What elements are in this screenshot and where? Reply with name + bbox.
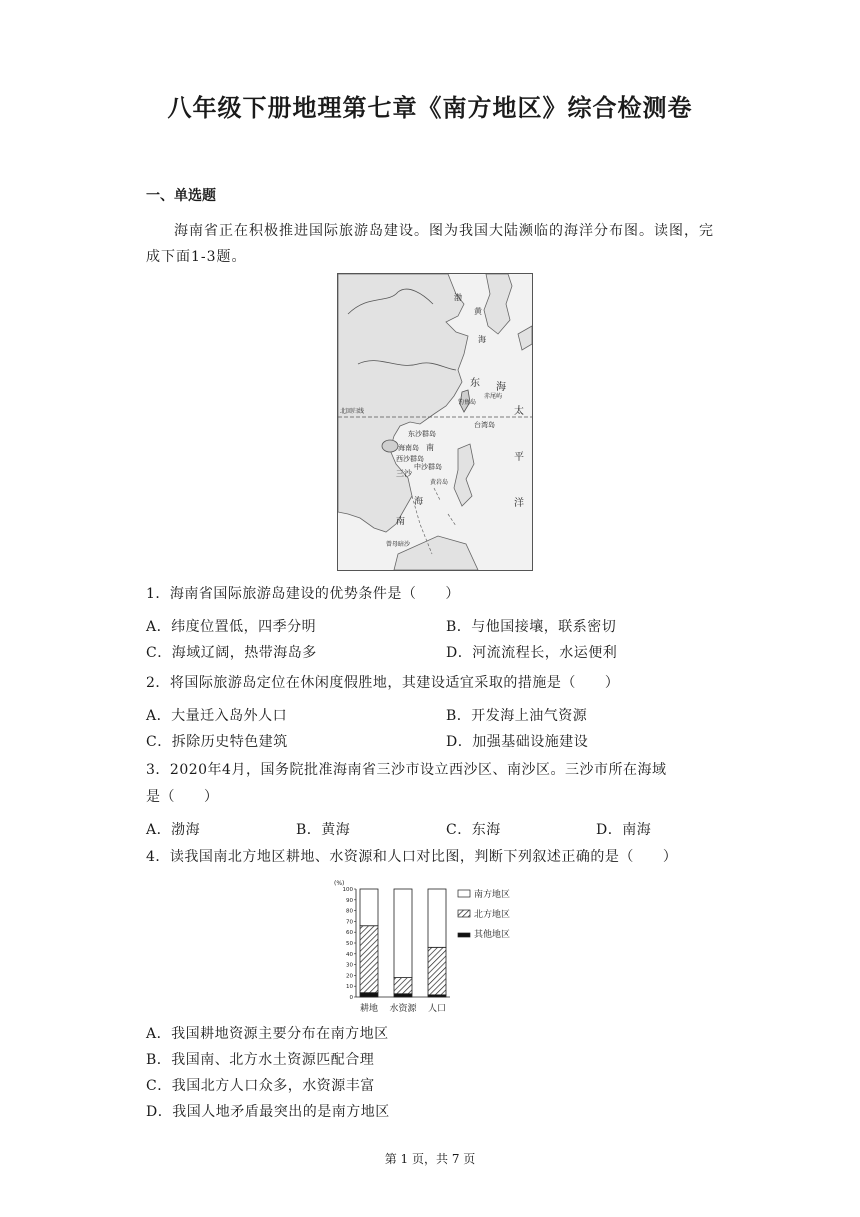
map-label: 东	[470, 378, 480, 389]
map-label: 南	[396, 517, 406, 527]
bar-segment	[428, 947, 446, 995]
hainan-island	[382, 440, 398, 452]
q1-option-a[interactable]: A．纬度位置低，四季分明	[146, 619, 317, 635]
legend-swatch	[458, 933, 470, 937]
map-label: 中沙群岛	[414, 463, 442, 471]
y-tick-label: 40	[346, 951, 353, 958]
y-axis-unit-label: (%)	[334, 880, 345, 887]
map-label: 曾母暗沙	[386, 541, 411, 548]
japan-land	[518, 326, 532, 350]
bar-segment	[360, 993, 378, 997]
bar-segment	[428, 889, 446, 947]
legend-label: 南方地区	[474, 890, 511, 900]
map-label: 东沙群岛	[408, 430, 436, 438]
map-label: 海南岛	[398, 444, 419, 452]
resource-comparison-chart	[332, 877, 532, 1017]
q3-option-a[interactable]: A．渤海	[146, 822, 201, 838]
y-tick-label: 80	[346, 908, 353, 915]
map-label: 黄	[474, 307, 482, 316]
chart-svg	[332, 877, 532, 1017]
x-category-label: 水资源	[389, 1004, 417, 1014]
map-label: 南	[426, 443, 434, 452]
q3-option-d[interactable]: D．南海	[596, 822, 652, 838]
intro-paragraph: 海南省正在积极推进国际旅游岛建设。图为我国大陆濒临的海洋分布图。读图，完成下面1-3题。	[146, 223, 714, 265]
question-1-stem: 1．海南省国际旅游岛建设的优势条件是（ ）	[146, 586, 460, 602]
q2-option-a[interactable]: A．大量迁入岛外人口	[146, 708, 288, 724]
q3-option-c[interactable]: C．东海	[446, 822, 501, 838]
q2-option-c[interactable]: C．拆除历史特色建筑	[146, 734, 288, 750]
map-label: 太	[514, 406, 524, 417]
legend-label: 北方地区	[474, 910, 511, 920]
mainland-land	[338, 274, 468, 532]
map-label: 平	[514, 452, 524, 463]
y-tick-label: 50	[346, 941, 353, 947]
y-tick-label: 70	[346, 919, 353, 926]
legend-swatch	[458, 890, 470, 897]
legend-label: 其他地区	[474, 930, 511, 940]
legend-swatch	[458, 910, 470, 917]
map-label: 西沙群岛	[396, 455, 424, 463]
y-tick-label: 30	[346, 962, 353, 969]
philippines-land	[454, 444, 474, 506]
q4-option-c[interactable]: C．我国北方人口众多，水资源丰富	[146, 1078, 375, 1094]
page-footer: 第 1 页，共 7 页	[384, 1152, 476, 1166]
q4-option-a[interactable]: A．我国耕地资源主要分布在南方地区	[146, 1026, 389, 1042]
q4-option-b[interactable]: B．我国南、北方水土资源匹配合理	[146, 1052, 375, 1068]
y-tick-label: 10	[346, 984, 353, 991]
map-label: 洋	[514, 498, 524, 509]
map-label: 渤	[454, 293, 462, 302]
q1-option-d[interactable]: D．河流流程长，水运便利	[446, 645, 618, 661]
map-label: 海	[414, 497, 424, 507]
map-label: 三沙	[396, 469, 412, 478]
question-3-stem: 3．2020年4月，国务院批准海南省三沙市设立西沙区、南沙区。三沙市所在海域	[146, 762, 667, 778]
map-label: 黄岩岛	[430, 479, 449, 486]
korea-land	[484, 274, 512, 334]
map-label: 海	[496, 382, 506, 393]
y-tick-label: 20	[346, 973, 353, 980]
map-label: 台湾岛	[474, 421, 495, 429]
sea-map	[337, 273, 533, 571]
bar-segment	[360, 926, 378, 993]
map-label: 赤尾屿	[484, 393, 503, 400]
q2-option-b[interactable]: B．开发海上油气资源	[446, 708, 588, 724]
map-label: 海	[478, 335, 486, 344]
question-2-stem: 2．将国际旅游岛定位在休闲度假胜地，其建设适宜采取的措施是（ ）	[146, 675, 620, 691]
question-4-stem: 4．读我国南北方地区耕地、水资源和人口对比图，判断下列叙述正确的是（ ）	[146, 849, 678, 865]
bar-segment	[394, 994, 412, 997]
y-tick-label: 100	[342, 887, 353, 893]
map-label: 北回归线	[340, 408, 365, 415]
q1-option-b[interactable]: B．与他国接壤，联系密切	[446, 619, 617, 635]
x-category-label: 耕地	[359, 1004, 379, 1014]
y-tick-label: 90	[346, 897, 353, 904]
bar-segment	[360, 889, 378, 926]
question-3-stem-cont: 是（ ）	[146, 789, 219, 805]
q2-option-d[interactable]: D．加强基础设施建设	[446, 734, 589, 750]
q3-option-b[interactable]: B．黄海	[296, 822, 351, 838]
q4-option-d[interactable]: D．我国人地矛盾最突出的是南方地区	[146, 1104, 390, 1120]
sea-map-svg	[338, 274, 532, 570]
q1-option-c[interactable]: C．海域辽阔，热带海岛多	[146, 645, 317, 661]
map-label: 钓鱼岛	[458, 399, 477, 406]
y-tick-label: 0	[349, 995, 353, 1001]
bar-segment	[394, 978, 412, 994]
x-category-label: 人口	[427, 1004, 447, 1014]
section-heading: 一、单选题	[146, 188, 216, 204]
y-tick-label: 60	[346, 930, 353, 937]
bar-segment	[394, 889, 412, 978]
page-title: 八年级下册地理第七章《南方地区》综合检测卷	[167, 94, 693, 122]
